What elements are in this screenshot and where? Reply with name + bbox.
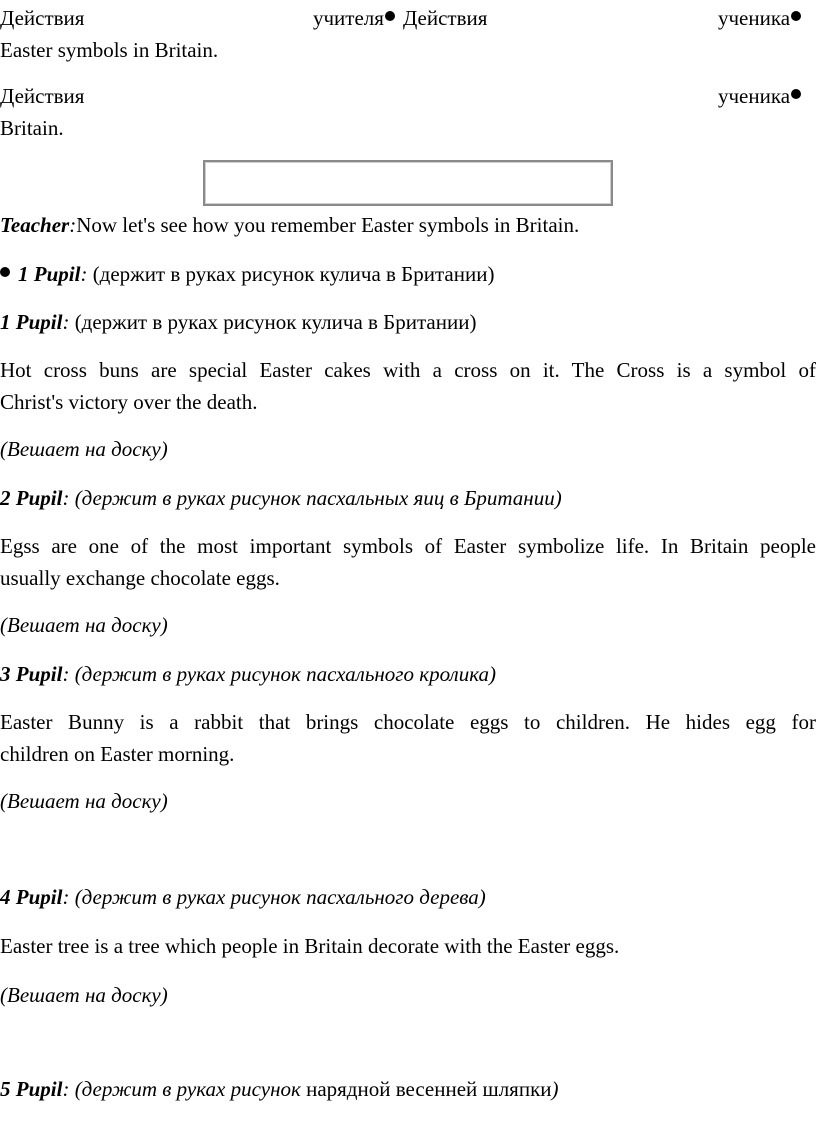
header-line-4: Britain. xyxy=(0,116,64,140)
teacher-text: Now let's see how you remember Easter symbols in Britain. xyxy=(76,213,580,237)
header-teacher-word: учителя Действия xyxy=(313,6,488,30)
header-teacher-actions-label: Действия xyxy=(0,6,85,30)
pupil4-line: 4 Pupil: (держит в руках рисунок пасхального дерева) xyxy=(0,885,486,909)
bullet-icon xyxy=(385,11,395,21)
pupil1-bulleted-line: 1 Pupil: (держит в руках рисунок кулича в Британии) xyxy=(0,258,816,290)
pupil1-speech-line-1: Hot cross buns are special Easter cakes with a cross on it. The Cross is a symbol of xyxy=(0,358,816,382)
pupil3-speech-line-2: children on Easter morning. xyxy=(0,742,235,766)
header-pupil-word: ученика xyxy=(718,2,801,34)
header-pupil-actions-label: Действия xyxy=(402,6,488,30)
pupil2-action: (Вешает на доску) xyxy=(0,613,168,637)
pupil4-action: (Вешает на доску) xyxy=(0,983,168,1007)
speaker-pupil3: 3 Pupil xyxy=(0,662,63,686)
pupil1-line: 1 Pupil: (держит в руках рисунок кулича в Британии) xyxy=(0,310,477,334)
pupil2-speech-line-2: usually exchange chocolate eggs. xyxy=(0,566,280,590)
teacher-line: Teacher:Now let's see how you remember Easter symbols in Britain. xyxy=(0,213,580,237)
speaker-pupil1: 1 Pupil xyxy=(18,262,81,286)
pupil2-line: 2 Pupil: (держит в руках рисунок пасхальных яиц в Британии) xyxy=(0,486,562,510)
bullet-icon xyxy=(0,267,10,277)
pupil4-speech-line-1: Easter tree is a tree which people in Britain decorate with the Easter eggs. xyxy=(0,934,620,958)
pupil1-speech-line-2: Christ's victory over the death. xyxy=(0,390,258,414)
header-actions-label: Действия xyxy=(0,84,85,108)
bullet-icon xyxy=(791,89,801,99)
speaker-pupil2: 2 Pupil xyxy=(0,486,63,510)
header-pupil-word: ученика xyxy=(718,80,801,112)
pupil3-action: (Вешает на доску) xyxy=(0,789,168,813)
pupil5-line: 5 Pupil: (держит в руках рисунок нарядной весенней шляпки) xyxy=(0,1077,559,1101)
pupil3-line: 3 Pupil: (держит в руках рисунок пасхального кролика) xyxy=(0,662,496,686)
empty-frame-box xyxy=(203,160,613,206)
pupil2-speech-line-1: Egss are one of the most important symbols of Easter symbolize life. In Britain people xyxy=(0,534,816,558)
pupil3-speech-line-1: Easter Bunny is a rabbit that brings chocolate eggs to children. He hides egg for xyxy=(0,710,816,734)
speaker-pupil5: 5 Pupil xyxy=(0,1077,63,1101)
bullet-icon xyxy=(791,11,801,21)
speaker-teacher: Teacher xyxy=(0,213,70,237)
speaker-pupil4: 4 Pupil xyxy=(0,885,63,909)
header-line-2: Easter symbols in Britain. xyxy=(0,38,219,62)
pupil1-action: (Вешает на доску) xyxy=(0,437,168,461)
speaker-pupil1: 1 Pupil xyxy=(0,310,63,334)
